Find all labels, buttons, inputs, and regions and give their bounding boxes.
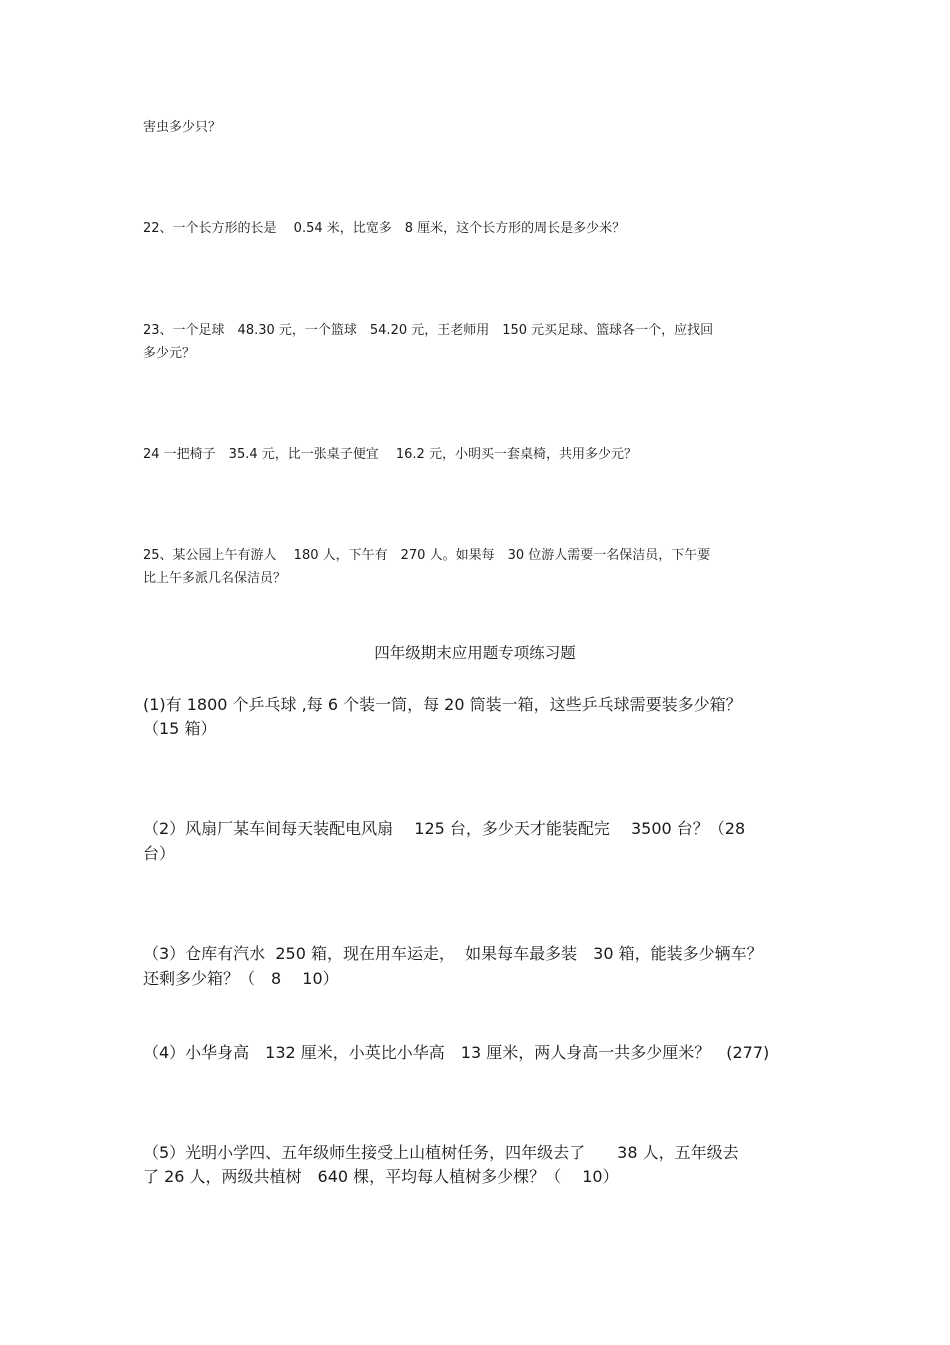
problem-3-line-1: （3）仓库有汽水 250 箱，现在用车运走， 如果每车最多装 30 箱，能装多少辆车？ <box>143 944 763 963</box>
section-title: 四年级期末应用题专项练习题 <box>374 644 576 662</box>
q21-tail: 害虫多少只？ <box>143 120 222 135</box>
problem-5-line-2: 了 26 人，两级共植树 640 棵，平均每人植树多少棵？（ 10） <box>143 1167 619 1186</box>
question-25-line-2: 比上午多派几名保洁员？ <box>143 571 287 586</box>
question-23-line-1: 23、一个足球 48.30 元，一个篮球 54.20 元，王老师用 150 元买足球、篮球各一个，应找回 <box>143 323 714 338</box>
problem-5-line-1: （5）光明小学四、五年级师生接受上山植树任务，四年级去了 38 人，五年级去 <box>143 1143 739 1162</box>
question-24: 24 一把椅子 35.4 元，比一张桌子便宜 16.2 元，小明买一套桌椅，共用多少元？ <box>143 447 637 462</box>
question-23-line-2: 多少元？ <box>143 346 196 361</box>
problem-1-line-1: (1)有 1800 个乒乓球 ,每 6 个装一筒，每 20 筒装一箱，这些乒乓球需要装多少箱？ <box>143 695 742 714</box>
question-25-line-1: 25、某公园上午有游人 180 人，下午有 270 人。如果每 30 位游人需要一名保洁员，下午要 <box>143 548 711 563</box>
problem-4: （4）小华身高 132 厘米，小英比小华高 13 厘米，两人身高一共多少厘米？ (277) <box>143 1043 770 1062</box>
problem-2-line-1: （2）风扇厂某车间每天装配电风扇 125 台，多少天才能装配完 3500 台？（28 <box>143 819 746 838</box>
problem-3-line-2: 还剩多少箱？（ 8 10） <box>143 969 339 988</box>
question-22: 22、一个长方形的长是 0.54 米，比宽多 8 厘米，这个长方形的周长是多少米？ <box>143 221 626 236</box>
problem-1-answer: （15 箱） <box>143 719 217 738</box>
problem-2-line-2: 台） <box>143 844 176 863</box>
